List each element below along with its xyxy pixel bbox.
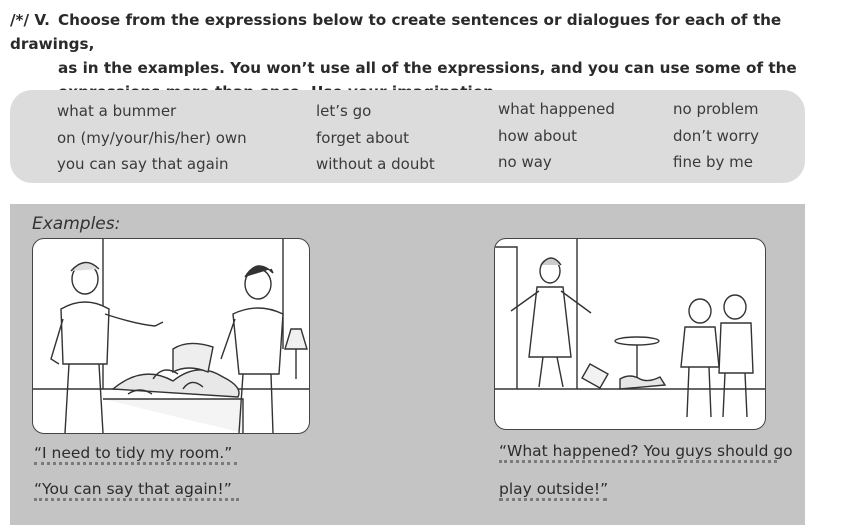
examples-label: Examples: [32, 214, 121, 234]
answer-line [499, 498, 607, 501]
answer-line [34, 462, 237, 465]
expression-item: let’s go [316, 102, 372, 120]
exercise-number: /*/ V. [10, 11, 50, 29]
answer-line [34, 498, 239, 501]
two-men-in-messy-room-illustration [32, 238, 310, 434]
expressions-column-3 [498, 96, 615, 176]
expressions-column-4 [673, 96, 759, 176]
expression-item: no way [498, 153, 552, 171]
expression-item: without a doubt [316, 155, 435, 173]
expression-item: what a bummer [57, 102, 177, 120]
expressions-column-1 [57, 98, 247, 178]
expression-item: how about [498, 126, 577, 145]
expression-item: don’t worry [673, 126, 760, 145]
expression-item: forget about [316, 128, 410, 147]
instructions-line-2: as in the examples. You won’t use all of the expressions, and you can use some of the [58, 59, 797, 77]
expressions-box [10, 90, 805, 183]
expression-item: you can say that again [57, 155, 229, 173]
expression-item: on (my/your/his/her) own [57, 128, 247, 147]
examples-box [10, 204, 805, 525]
expressions-column-2 [316, 98, 435, 178]
expression-item: what happened [498, 100, 615, 118]
example-2-line-2: play outside!” [499, 480, 609, 498]
instructions-line-1: Choose from the expressions below to create sentences or dialogues for each of the drawings, [10, 11, 782, 53]
expression-item: no problem [673, 100, 759, 118]
example-1-line-1: “I need to tidy my room.” [34, 444, 233, 462]
example-2-line-1: “What happened? You guys should go [499, 442, 793, 460]
woman-and-two-boys-broken-vase-illustration [494, 238, 766, 430]
example-1-line-2: “You can say that again!” [34, 480, 232, 498]
expression-item: fine by me [673, 153, 753, 171]
answer-line [499, 460, 777, 463]
